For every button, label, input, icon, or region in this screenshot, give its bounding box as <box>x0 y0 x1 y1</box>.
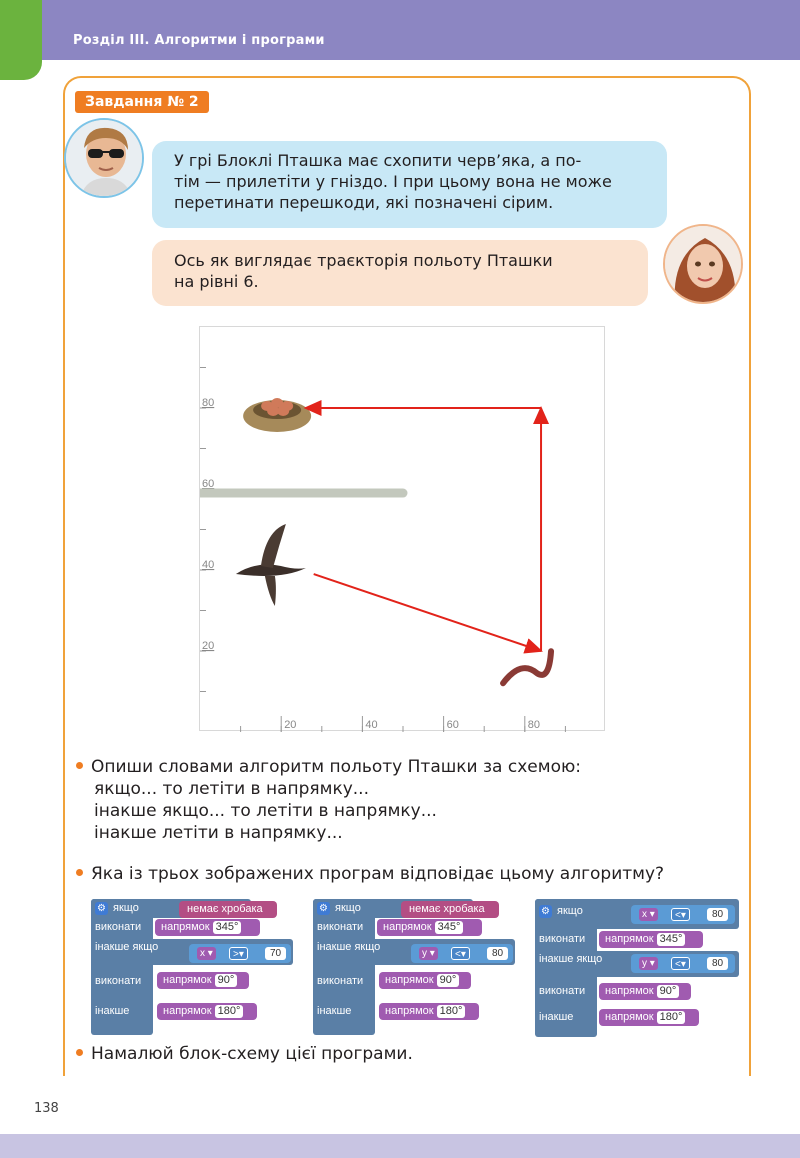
heading-value: 90° <box>215 974 238 987</box>
heading-block-1 <box>377 919 482 936</box>
heading-block-3 <box>599 1009 699 1026</box>
heading-value: 180° <box>437 1005 466 1018</box>
question-3-text: Намалюй блок-схему цієї програми. <box>91 1044 413 1064</box>
elseif-keyword: інакше якщо <box>95 941 159 953</box>
y-tick-label: 60 <box>202 478 215 490</box>
if-keyword: якщо <box>557 905 583 917</box>
boy-speech-bubble <box>152 141 667 228</box>
header-bar <box>0 0 800 60</box>
question-3 <box>76 1043 413 1065</box>
else-keyword: інакше <box>95 1005 130 1017</box>
heading-value: 345° <box>657 933 686 946</box>
condition-variable: x ▾ <box>197 947 216 960</box>
if-keyword: якщо <box>335 902 361 914</box>
heading-label: напрямок <box>385 974 434 986</box>
boy-line-2: тім — прилетіти у гніздо. І при цьому вона не може <box>174 172 612 191</box>
condition-variable: x ▾ <box>639 908 658 921</box>
heading-label: напрямок <box>605 985 654 997</box>
boy-line-1: У грі Блоклі Пташка має схопити черв’яка, а по- <box>174 151 582 170</box>
if-keyword: якщо <box>113 902 139 914</box>
x-tick-label: 40 <box>365 719 378 731</box>
flight-path-segment <box>314 574 541 651</box>
question-1-text: Опиши словами алгоритм польоту Пташки за схемою: <box>91 757 582 777</box>
bird-wing <box>261 524 286 568</box>
do-keyword: виконати <box>539 985 586 997</box>
heading-value: 345° <box>213 921 242 934</box>
condition-operator: >▾ <box>229 947 248 960</box>
condition-value: 80 <box>707 908 728 921</box>
heading-label: напрямок <box>385 1005 434 1017</box>
gear-icon: ⚙ <box>539 905 552 918</box>
worm-icon <box>503 651 551 683</box>
gear-icon: ⚙ <box>95 902 108 915</box>
condition-operator: <▾ <box>451 947 470 960</box>
heading-value: 90° <box>657 985 680 998</box>
question-1 <box>76 756 581 778</box>
heading-label: напрямок <box>605 933 654 945</box>
condition-operator: <▾ <box>671 908 690 921</box>
girl-line-2: на рівні 6. <box>174 272 259 291</box>
program-2 <box>313 899 523 1035</box>
girl-avatar <box>663 224 743 304</box>
heading-block-1 <box>599 931 703 948</box>
no-worm-block: немає хробака <box>179 901 277 918</box>
boy-avatar <box>64 118 144 198</box>
question-2-text: Яка із трьох зображених програм відповідає цьому алгоритму? <box>91 864 665 884</box>
program-3 <box>535 899 745 1037</box>
gear-icon: ⚙ <box>317 902 330 915</box>
condition-value: 80 <box>487 947 508 960</box>
algorithm-line-2: інакше якщо... то летіти в напрямку... <box>94 801 437 821</box>
bullet-dot <box>76 762 83 769</box>
heading-value: 90° <box>437 974 460 987</box>
x-tick-label: 20 <box>284 719 297 731</box>
x-tick-label: 80 <box>527 719 541 731</box>
y-tick-label: 40 <box>202 559 215 571</box>
program-1 <box>91 899 311 1035</box>
x-tick-label: 60 <box>446 719 459 731</box>
do-keyword: виконати <box>539 933 586 945</box>
elseif-keyword: інакше якщо <box>317 941 381 953</box>
footer-bar <box>0 1134 800 1158</box>
heading-value: 180° <box>215 1005 244 1018</box>
question-2 <box>76 863 664 885</box>
section-tab <box>0 0 42 80</box>
do-keyword: виконати <box>95 921 142 933</box>
heading-block-2 <box>599 983 691 1000</box>
condition-operator: <▾ <box>671 957 690 970</box>
heading-label: напрямок <box>163 1005 212 1017</box>
condition-block-2 <box>631 954 735 973</box>
do-keyword: виконати <box>317 975 364 987</box>
algorithm-line-1: якщо... то летіти в напрямку... <box>94 779 369 799</box>
heading-label: напрямок <box>383 921 432 933</box>
heading-label: напрямок <box>605 1011 654 1023</box>
girl-line-1: Ось як виглядає траєкторія польоту Пташки <box>174 251 553 270</box>
flight-chart-svg <box>200 327 606 732</box>
heading-label: напрямок <box>161 921 210 933</box>
heading-block-2 <box>157 972 249 989</box>
heading-label: напрямок <box>163 974 212 986</box>
egg-icon <box>277 406 289 416</box>
bullet-dot <box>76 1049 83 1056</box>
girl-speech-bubble <box>152 240 648 306</box>
y-tick-label: 20 <box>202 640 215 652</box>
flight-chart <box>199 326 605 731</box>
no-worm-block: немає хробака <box>401 901 499 918</box>
condition-variable: y ▾ <box>639 957 658 970</box>
section-title: Розділ ІІІ. Алгоритми і програми <box>73 33 325 48</box>
heading-block-3 <box>157 1003 257 1020</box>
do-keyword: виконати <box>317 921 364 933</box>
condition-variable: y ▾ <box>419 947 438 960</box>
condition-block-1 <box>631 905 735 924</box>
else-keyword: інакше <box>317 1005 352 1017</box>
bullet-dot <box>76 869 83 876</box>
page-number: 138 <box>34 1101 59 1116</box>
elseif-keyword: інакше якщо <box>539 953 603 965</box>
task-badge: Завдання № 2 <box>75 91 209 113</box>
boy-line-3: перетинати перешкоди, які позначені сірим. <box>174 193 554 212</box>
y-tick-label: 80 <box>202 397 215 409</box>
heading-value: 180° <box>657 1011 686 1024</box>
condition-block <box>189 944 291 963</box>
bird-wing-lower <box>265 576 276 606</box>
heading-block-1 <box>155 919 260 936</box>
condition-block <box>411 944 513 963</box>
heading-block-2 <box>379 972 471 989</box>
heading-value: 345° <box>435 921 464 934</box>
do-keyword: виконати <box>95 975 142 987</box>
heading-block-3 <box>379 1003 479 1020</box>
algorithm-line-3: інакше летіти в напрямку... <box>94 823 343 843</box>
condition-value: 80 <box>707 957 728 970</box>
else-keyword: інакше <box>539 1011 574 1023</box>
condition-value: 70 <box>265 947 286 960</box>
